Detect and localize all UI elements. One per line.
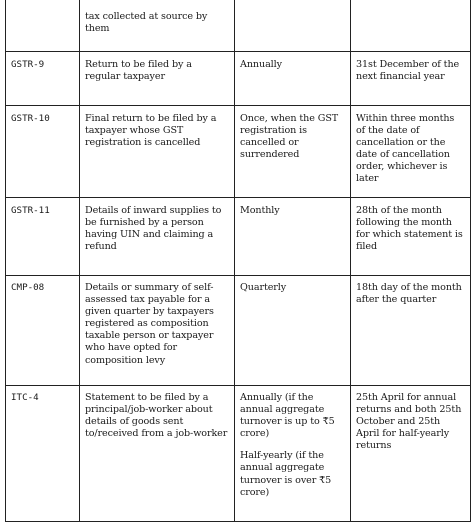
due-date-cell: Within three months of the date of cancellation or the date of cancellation order, whichever is later [351,106,471,198]
frequency-half-yearly-text: Half-yearly (if the annual aggregate turnover is over ₹5 crore) [240,450,332,498]
form-cell: GSTR-9 [6,52,80,106]
form-cell [6,0,80,52]
table-row [6,106,471,198]
form-cell: CMP-08 [6,276,80,386]
due-date-cell: 25th April for annual returns and both 25th October and 25th April for half-yearly returns [351,386,471,522]
form-cell: GSTR-10 [6,106,80,198]
returns-table [5,0,471,522]
description-cell: Details or summary of self-assessed tax payable for a given quarter by taxpayers registered as composition taxable person or taxpayer who have opted for composition levy [80,276,235,386]
frequency-cell: Quarterly [235,276,351,386]
table-row [6,198,471,276]
due-date-cell [351,0,471,52]
table-row [6,0,471,52]
gst-returns-table [5,0,470,522]
table-row [6,386,471,522]
paragraph-gap [240,440,345,450]
due-date-cell: 28th of the month following the month for which statement is filed [351,198,471,276]
due-date-cell: 31st December of the next financial year [351,52,471,106]
description-cell: Return to be filed by a regular taxpayer [80,52,235,106]
table-row [6,52,471,106]
table-row [6,276,471,386]
due-date-cell: 18th day of the month after the quarter [351,276,471,386]
frequency-cell: Once, when the GST registration is cancelled or surrendered [235,106,351,198]
form-cell: ITC-4 [6,386,80,522]
description-cell: Details of inward supplies to be furnished by a person having UIN and claiming a refund [80,198,235,276]
description-cell: Statement to be filed by a principal/job-worker about details of goods sent to/received from a job-worker [80,386,235,522]
description-cell: tax collected at source by them [80,0,235,52]
form-cell: GSTR-11 [6,198,80,276]
frequency-cell: Monthly [235,198,351,276]
description-cell: Final return to be filed by a taxpayer whose GST registration is cancelled [80,106,235,198]
frequency-cell [235,0,351,52]
frequency-cell [235,386,351,522]
frequency-cell: Annually [235,52,351,106]
frequency-annual-text: Annually (if the annual aggregate turnover is up to ₹5 crore) [240,392,335,440]
